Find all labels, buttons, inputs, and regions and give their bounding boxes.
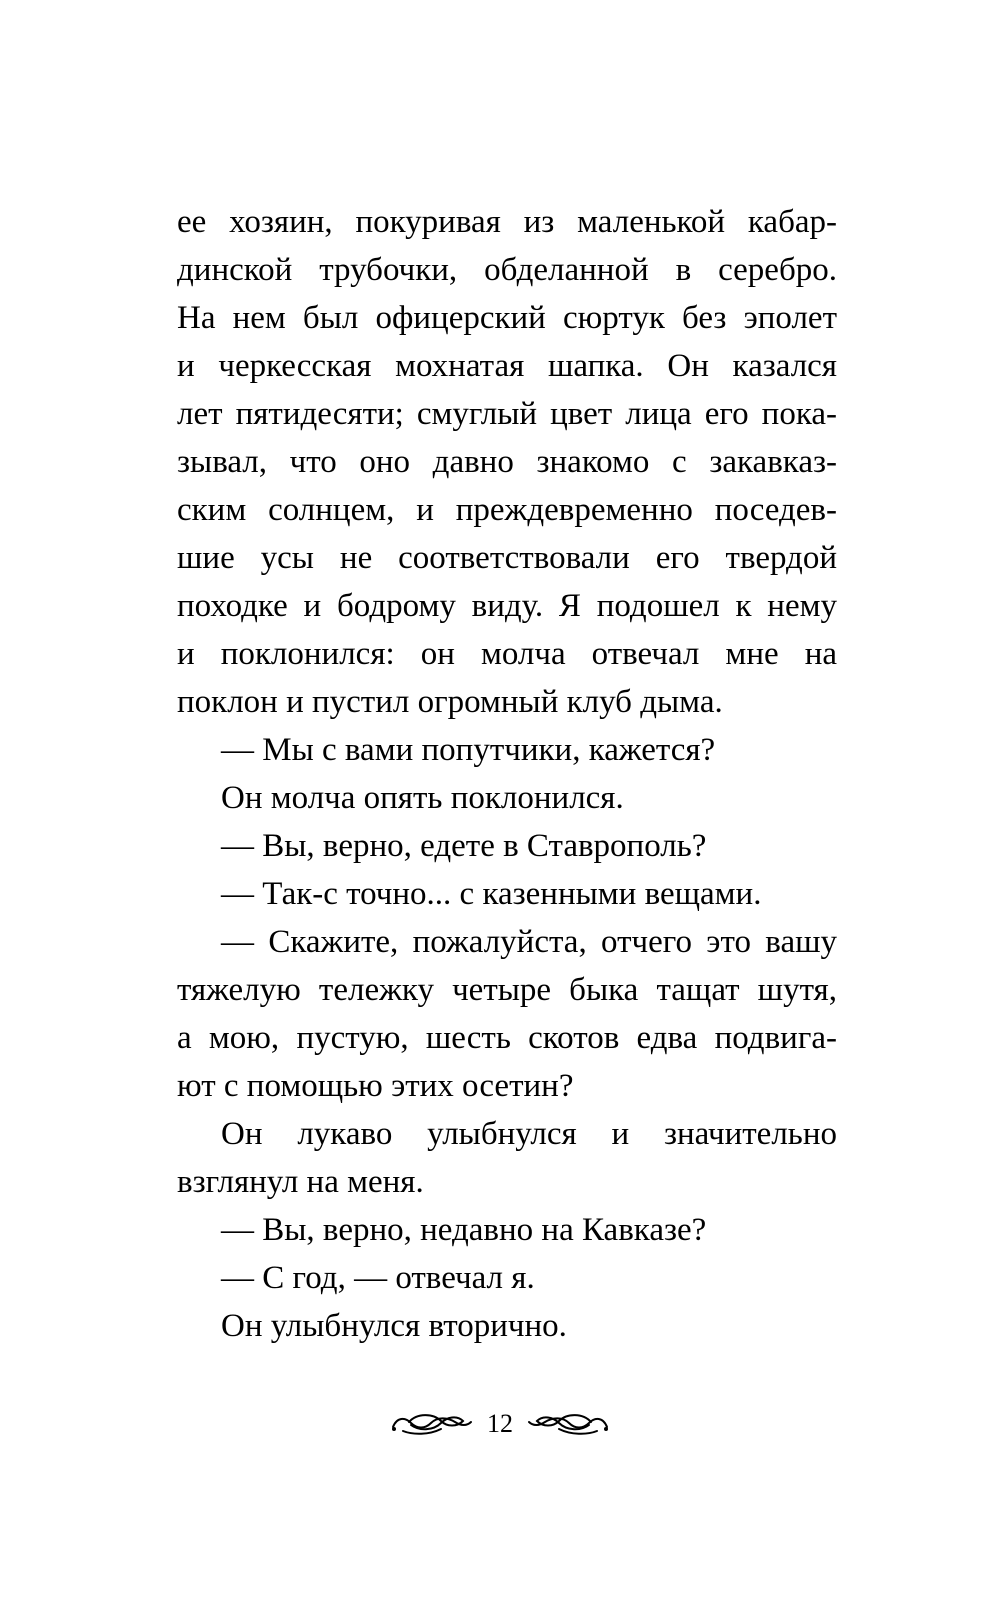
dialogue-line: — Вы, верно, едете в Ставрополь? [221,828,707,864]
page-body-text [177,198,837,1350]
text-line: зывал, что оно давно знакомо с закавказ- [177,444,837,480]
text-line: динской трубочки, обделанной в серебро. [177,252,837,288]
text-line: походке и бодрому виду. Я подошел к нему [177,588,837,624]
flourish-ornament-icon [389,1409,473,1439]
page-number: 12 [487,1409,513,1438]
flourish-ornament-icon [527,1409,611,1439]
text-line: ют с помощью этих осетин? [177,1068,574,1104]
text-line: поклон и пустил огромный клуб дыма. [177,684,723,720]
text-line: а мою, пустую, шесть скотов едва подвига- [177,1020,837,1056]
text-line: взглянул на меня. [177,1164,424,1200]
text-line: ским солнцем, и преждевременно поседев- [177,492,837,528]
page-footer [0,1400,1000,1448]
text-line: Он молча опять поклонился. [221,780,624,816]
text-line: тяжелую тележку четыре быка тащат шутя, [177,972,837,1008]
text-line: ее хозяин, покуривая из маленькой кабар- [177,204,837,240]
dialogue-line: — Вы, верно, недавно на Кавказе? [221,1212,707,1248]
dialogue-line: — Так-с точно... с казенными вещами. [221,876,762,912]
text-line: Он лукаво улыбнулся и значительно [221,1116,837,1152]
text-line: Он улыбнулся вторично. [221,1308,567,1344]
dialogue-line: — Скажите, пожалуйста, отчего это вашу [221,924,837,960]
text-line: На нем был офицерский сюртук без эполет [177,300,837,336]
text-line: и поклонился: он молча отвечал мне на [177,636,837,672]
text-line: шие усы не соответствовали его твердой [177,540,837,576]
text-line: и черкесская мохнатая шапка. Он казался [177,348,837,384]
dialogue-line: — С год, — отвечал я. [221,1260,535,1296]
text-line: лет пятидесяти; смуглый цвет лица его пока- [177,396,837,432]
dialogue-line: — Мы с вами попутчики, кажется? [221,732,716,768]
